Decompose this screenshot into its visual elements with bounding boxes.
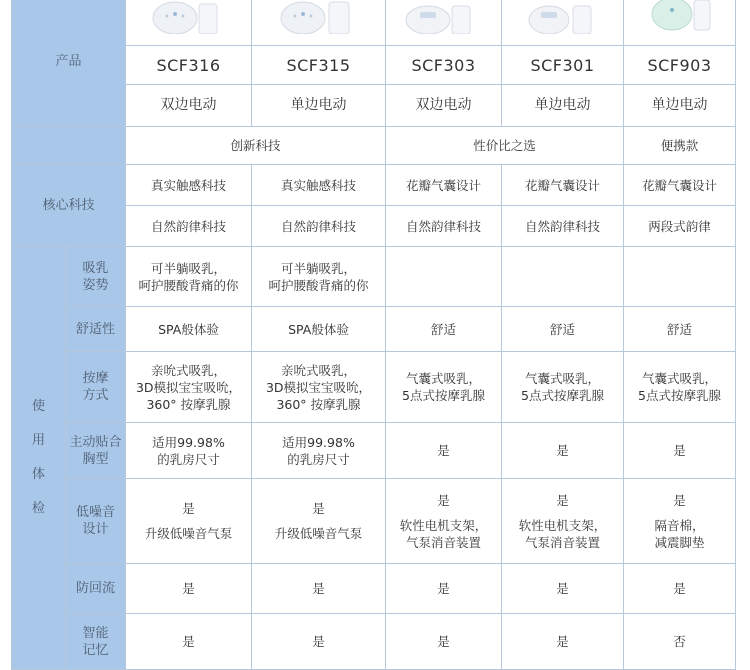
feature-label-posture [66,247,126,307]
cell-line: 软性电机支架， [399,517,488,533]
cell-line: 舒适 [666,321,692,337]
cell-line: 气泵消音装置 [405,534,481,550]
feature-value: 是 [502,614,624,670]
product-image-cell [386,0,502,46]
feature-value [624,307,736,352]
feature-value [252,423,386,479]
cell-line: 是 [673,443,686,458]
feature-label-massage [66,352,126,423]
cell-line: 亲吮式吸乳， [280,362,356,378]
cell-line: 的乳房尺寸 [287,451,350,467]
feature-value: 是 [126,564,252,614]
feature-value [252,247,386,307]
product-image-cell [502,0,624,46]
cell-line: 设计 [82,522,109,537]
cell-line: 5点式按摩乳腺 [638,388,721,403]
cell-line: 吸乳 [82,260,109,276]
tech-feature: 真实触感科技 [252,165,386,206]
cell-line: 是 [312,501,325,516]
cell-line: 升级低噪音气泵 [144,526,233,541]
cell-line: SPA般体验 [288,321,349,337]
cell-line: 适用99.98% [282,434,355,450]
cell-line: 是 [556,492,569,508]
cell-line: 减震脚垫 [654,534,705,550]
cell-line: 软性电机支架， [518,517,607,533]
cell-line: 低噪音 [75,505,115,520]
tech-feature: 自然韵律科技 [126,206,252,247]
cell-line: 气囊式吸乳， [641,371,717,386]
product-model: SCF903 [624,46,736,85]
product-image-cell [126,0,252,46]
feature-value [386,423,502,479]
tech-feature: 自然韵律科技 [502,206,624,247]
cell-line: 姿势 [82,277,109,293]
cell-line: 3D模拟宝宝吸吮， [265,379,372,395]
cell-line: 气囊式吸乳， [524,371,600,386]
feature-value [502,423,624,479]
cell-line: 亲吮式吸乳， [150,362,226,378]
product-mode: 单边电动 [624,85,736,127]
feature-value: 是 [126,614,252,670]
feature-value [386,247,502,307]
feature-value: 否 [624,614,736,670]
feature-value [126,479,252,564]
row-label-core-tech: 核心科技 [12,165,126,247]
tech-feature: 两段式韵律 [624,206,736,247]
cell-line: 胸型 [82,451,109,467]
feature-label-backflow [66,564,126,614]
cell-line: 舒适 [430,321,456,337]
cell-line: 是 [673,492,686,508]
breast-pump-image [515,0,611,34]
cell-line: 呵护腰酸背痛的你 [268,277,369,293]
cell-line: 舒适性 [75,321,115,337]
row-label-product: 产品 [12,0,126,127]
feature-value [502,479,624,564]
feature-label-comfort [66,307,126,352]
product-model: SCF301 [502,46,624,85]
tech-feature: 花瓣气囊设计 [624,165,736,206]
feature-label-fit [66,423,126,479]
cell-line: 隔音棉， [654,517,705,533]
feature-value [126,352,252,423]
cell-line: 适用99.98% [152,434,225,450]
feature-value [502,352,624,423]
feature-value [624,352,736,423]
feature-value [624,479,736,564]
cell-line: 呵护腰酸背痛的你 [138,277,239,293]
cell-line: 是 [437,443,450,458]
cell-line: 方式 [82,388,109,403]
cell-line: 体 [31,467,45,482]
group-innovation: 创新科技 [126,127,386,165]
feature-value [252,352,386,423]
group-portable: 便携款 [624,127,736,165]
product-model: SCF303 [386,46,502,85]
tech-feature: 花瓣气囊设计 [502,165,624,206]
breast-pump-image [632,0,728,34]
feature-value: 是 [386,614,502,670]
feature-value: 是 [624,564,736,614]
breast-pump-image [396,0,492,34]
product-model: SCF316 [126,46,252,85]
cell-line: 360° 按摩乳腺 [146,396,231,412]
group-value: 性价比之选 [386,127,624,165]
cell-line: 气囊式吸乳， [405,371,481,386]
cell-line: 用 [31,433,45,448]
cell-line: SPA般体验 [158,321,219,337]
row-label-experience [12,247,66,670]
feature-value: 是 [252,564,386,614]
tech-feature: 自然韵律科技 [386,206,502,247]
cell-line: 360° 按摩乳腺 [276,396,361,412]
product-mode: 双边电动 [386,85,502,127]
product-image-cell [624,0,736,46]
breast-pump-image [141,0,237,34]
cell-line: 可半躺吸乳， [150,260,226,276]
cell-line: 使 [31,399,45,414]
product-model: SCF315 [252,46,386,85]
cell-line: 按摩 [82,371,109,386]
feature-value [502,247,624,307]
cell-line: 是 [556,443,569,458]
feature-value [252,479,386,564]
feature-value [386,352,502,423]
product-mode: 双边电动 [126,85,252,127]
feature-value: 是 [502,564,624,614]
feature-value: 是 [386,564,502,614]
cell-line: 主动贴合 [69,434,122,450]
feature-value [386,479,502,564]
breast-pump-image [271,0,367,34]
product-mode: 单边电动 [252,85,386,127]
product-group-spacer [12,127,126,165]
feature-value [126,247,252,307]
cell-line: 的乳房尺寸 [157,451,220,467]
cell-line: 是 [437,492,450,508]
tech-feature: 真实触感科技 [126,165,252,206]
feature-label-noise [66,479,126,564]
cell-line: 5点式按摩乳腺 [402,388,485,403]
cell-line: 气泵消音装置 [524,534,600,550]
tech-feature: 花瓣气囊设计 [386,165,502,206]
feature-value [126,307,252,352]
cell-line: 是 [182,501,195,516]
cell-line: 记忆 [82,642,109,658]
feature-value [624,247,736,307]
cell-line: 可半躺吸乳， [280,260,356,276]
feature-value [252,307,386,352]
cell-line: 升级低噪音气泵 [274,526,363,541]
feature-value [624,423,736,479]
comparison-table [11,0,736,670]
feature-value: 是 [252,614,386,670]
cell-line: 检 [31,501,45,516]
cell-line: 5点式按摩乳腺 [521,388,604,403]
feature-value [386,307,502,352]
cell-line: 智能 [82,625,109,641]
cell-line: 3D模拟宝宝吸吮， [135,379,242,395]
cell-line: 防回流 [75,581,115,596]
product-mode: 单边电动 [502,85,624,127]
product-image-cell [252,0,386,46]
feature-label-memory [66,614,126,670]
cell-line: 舒适 [549,321,575,337]
tech-feature: 自然韵律科技 [252,206,386,247]
feature-value [126,423,252,479]
feature-value [502,307,624,352]
